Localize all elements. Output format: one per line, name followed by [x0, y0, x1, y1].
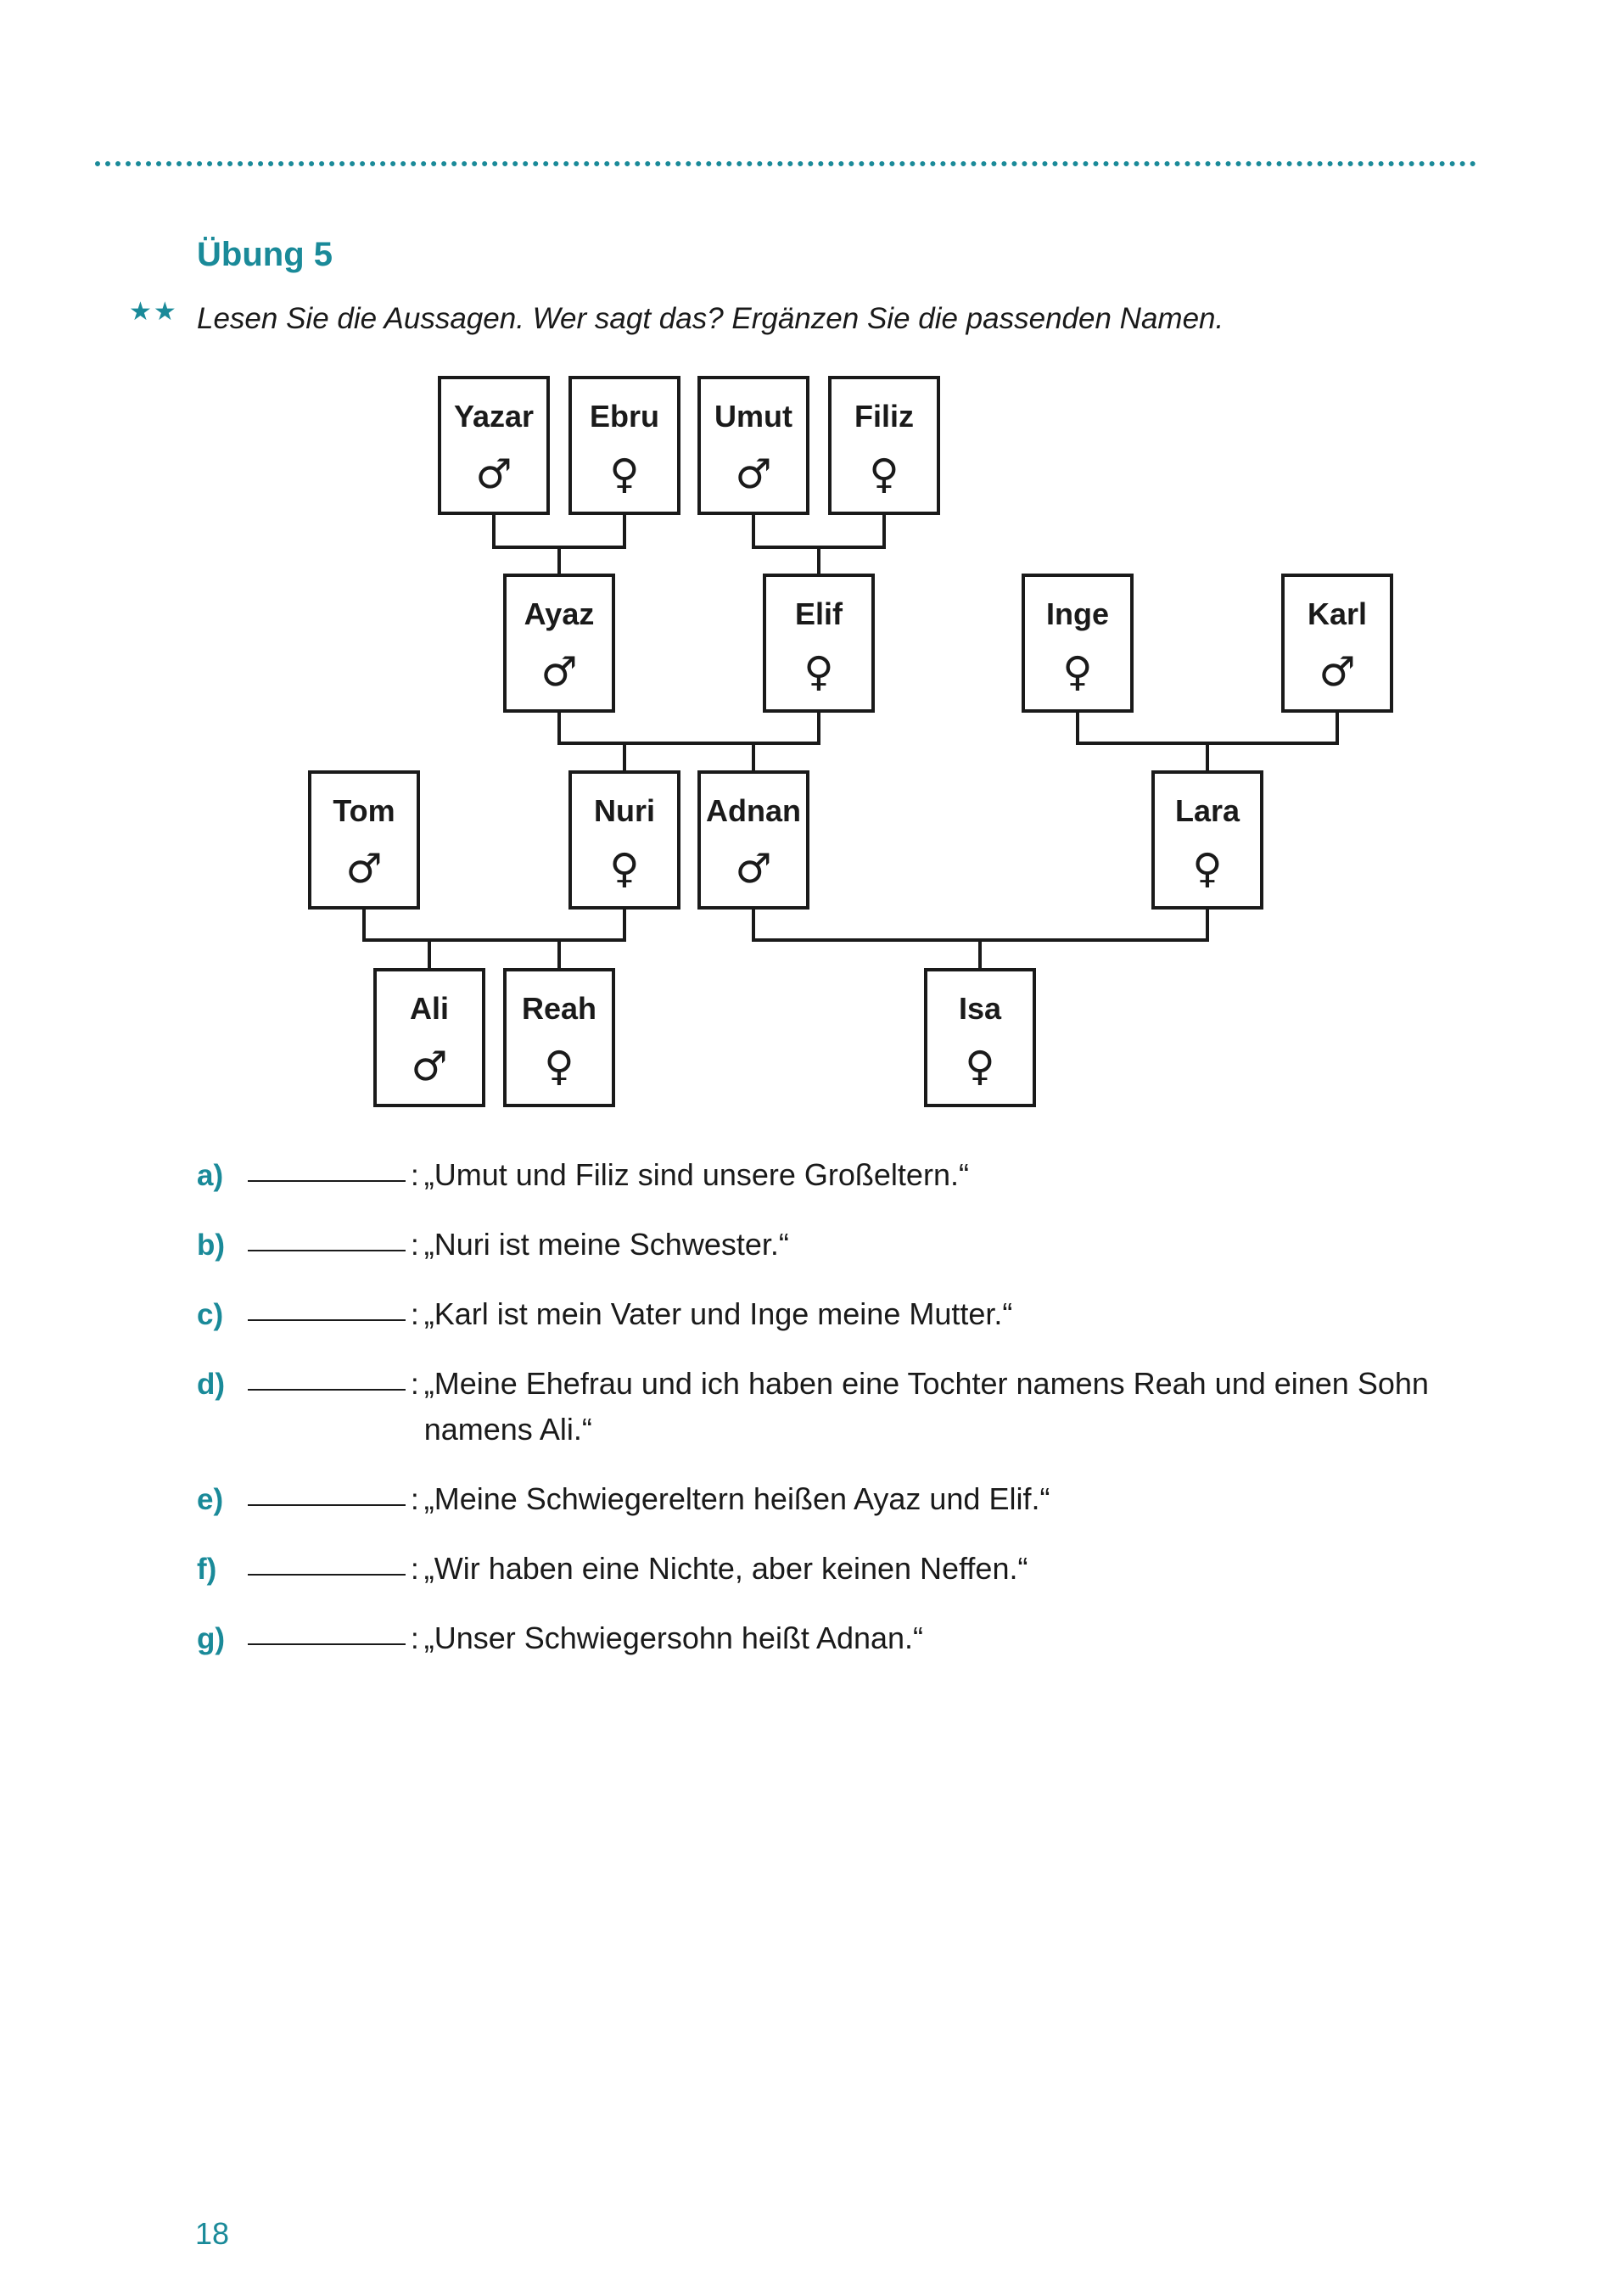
person-box-yazar — [440, 378, 548, 513]
exercise-instruction: Lesen Sie die Aussagen. Wer sagt das? Ergänzen Sie die passenden Namen. — [197, 302, 1224, 335]
person-box-inge — [1023, 575, 1132, 711]
difficulty-stars: ★★ — [129, 298, 178, 326]
female-symbol-icon: ♀ — [544, 1043, 574, 1090]
page-number: 18 — [195, 2216, 230, 2251]
male-symbol-icon: ♂ — [735, 451, 772, 498]
person-name: Ali — [409, 991, 450, 1026]
exercise-title: Übung 5 — [197, 236, 333, 273]
connector-ayaz-elif — [559, 711, 819, 774]
family-tree-diagram — [0, 0, 1624, 1128]
male-symbol-icon: ♂ — [345, 845, 383, 893]
answer-blank[interactable] — [248, 1319, 406, 1321]
person-box-ayaz — [505, 575, 613, 711]
female-symbol-icon: ♀ — [804, 648, 834, 696]
statement-text: „Meine Schwiegereltern heißen Ayaz und Elif.“ — [423, 1481, 1050, 1516]
statement-text: „Umut und Filiz sind unsere Großeltern.“ — [423, 1157, 969, 1192]
statement-text: „Nuri ist meine Schwester.“ — [423, 1227, 789, 1262]
person-name: Umut — [714, 399, 792, 434]
female-symbol-icon: ♀ — [869, 451, 899, 498]
person-name: Nuri — [594, 793, 655, 828]
statement-text: „Wir haben eine Nichte, aber keinen Neffen.“ — [423, 1551, 1028, 1586]
person-box-reah — [505, 970, 613, 1106]
person-box-tom — [310, 772, 418, 908]
statement-label: f) — [197, 1553, 217, 1586]
male-symbol-icon: ♂ — [475, 451, 512, 498]
answer-blank[interactable] — [248, 1504, 406, 1506]
person-name: Yazar — [453, 399, 535, 434]
person-name: Elif — [794, 596, 843, 631]
person-box-ebru — [570, 378, 679, 513]
answer-blank[interactable] — [248, 1574, 406, 1576]
person-name: Lara — [1174, 793, 1240, 828]
person-name: Ayaz — [524, 596, 595, 631]
person-name: Adnan — [706, 793, 801, 828]
statement-label: e) — [197, 1483, 224, 1516]
male-symbol-icon: ♂ — [540, 648, 578, 696]
female-symbol-icon: ♀ — [1192, 845, 1223, 893]
answer-blank[interactable] — [248, 1643, 406, 1645]
male-symbol-icon: ♂ — [735, 845, 772, 893]
person-box-nuri — [570, 772, 679, 908]
statement-label: a) — [197, 1159, 224, 1192]
statement-item-f: f) : „Wir haben eine Nichte, aber keinen Neffen.“ — [197, 1546, 1470, 1592]
statement-text: „Unser Schwiegersohn heißt Adnan.“ — [423, 1620, 924, 1655]
male-symbol-icon: ♂ — [1319, 648, 1356, 696]
person-box-filiz — [830, 378, 938, 513]
person-box-lara — [1153, 772, 1262, 908]
statement-label: b) — [197, 1229, 226, 1262]
person-name: Ebru — [589, 399, 660, 434]
answer-blank[interactable] — [248, 1389, 406, 1391]
statement-label: c) — [197, 1298, 224, 1331]
connector-umut-filiz — [753, 513, 884, 577]
statement-item-c: c) : „Karl ist mein Vater und Inge meine Mutter.“ — [197, 1291, 1470, 1337]
connector-tom-nuri — [364, 908, 624, 971]
connector-inge-karl — [1078, 711, 1337, 774]
person-name: Tom — [333, 793, 395, 828]
statement-item-d: d) : „Meine Ehefrau und ich haben eine Tochter namens Reah und einen Sohn namens Ali.“ — [197, 1361, 1470, 1453]
statement-item-a: a) : „Umut und Filiz sind unsere Großeltern.“ — [197, 1152, 1470, 1198]
female-symbol-icon: ♀ — [609, 451, 640, 498]
connector-adnan-lara — [753, 908, 1207, 971]
female-symbol-icon: ♀ — [1062, 648, 1093, 696]
person-name: Inge — [1045, 596, 1110, 631]
answer-blank[interactable] — [248, 1180, 406, 1182]
statement-text: „Meine Ehefrau und ich haben eine Tochter namens Reah und einen Sohn namens Ali.“ — [423, 1366, 1429, 1447]
statement-label: g) — [197, 1622, 226, 1655]
person-box-isa — [926, 970, 1034, 1106]
female-symbol-icon: ♀ — [609, 845, 640, 893]
person-name: Reah — [521, 991, 597, 1026]
statement-label: d) — [197, 1368, 226, 1401]
person-box-elif — [764, 575, 873, 711]
statement-text: „Karl ist mein Vater und Inge meine Mutter.“ — [423, 1296, 1013, 1331]
person-name: Filiz — [854, 399, 914, 434]
statement-list — [197, 1152, 1470, 1685]
statement-item-g: g) : „Unser Schwiegersohn heißt Adnan.“ — [197, 1615, 1470, 1661]
person-name: Karl — [1307, 596, 1368, 631]
person-box-umut — [699, 378, 808, 513]
statement-item-b: b) : „Nuri ist meine Schwester.“ — [197, 1222, 1470, 1268]
person-box-ali — [375, 970, 484, 1106]
person-box-adnan — [699, 772, 808, 908]
female-symbol-icon: ♀ — [965, 1043, 995, 1090]
connector-yazar-ebru — [494, 513, 624, 577]
person-name: Isa — [958, 991, 1002, 1026]
answer-blank[interactable] — [248, 1250, 406, 1251]
statement-item-e: e) : „Meine Schwiegereltern heißen Ayaz und Elif.“ — [197, 1476, 1470, 1522]
male-symbol-icon: ♂ — [411, 1043, 448, 1090]
person-box-karl — [1283, 575, 1392, 711]
